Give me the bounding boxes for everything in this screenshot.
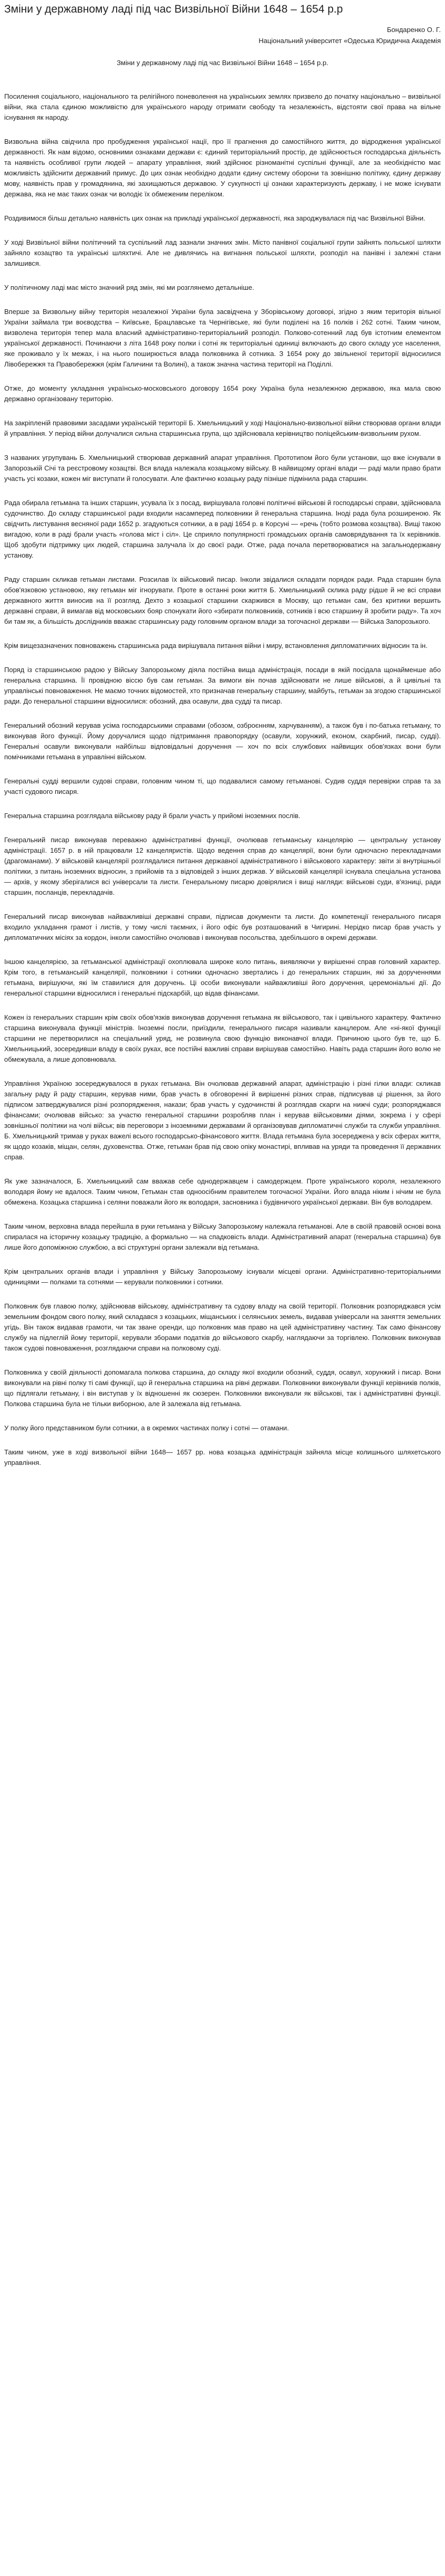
paragraph: Кожен із генеральних старшин крім своїх обов'язків виконував доручення гетьмана як військового, так і цивільного характеру. Фактично старшина виконувала функції міністрів. Іноземні посли, приїздили, генерального писаря називали канцлером. Але «ні-якої функції старшини не перетворилися на спеціальний уряд, не розвинула свою функцію виконавчої влади. Причиною цього був те, що Б. Хмельницький, зосередивши владу в своїх руках, все постійні важливі справи вирішував самостійно. Навіть рада старшин його волю не обмежувала, а лише доповнювала.: [4, 1013, 441, 1063]
paragraph: У полку його представником були сотники, а в окремих частинах полку і сотні — отамани.: [4, 1424, 289, 1432]
paragraph: З названих угрупувань Б. Хмельницький створював державний апарат управління. Прототипом його були установи, що вже існували в Запорозькій Січі та реєстровому козацтві. Вся влада належала козацькому війську. В найвищому органі влади — раді мали право брати участь усі козаки, кожен міг виступати й голосувати. Але фактично козацьку раду пізніше підмінила рада старшин.: [4, 454, 441, 483]
article-meta: [4, 24, 441, 46]
paragraph: Вперше за Визвольну війну територія незалежної України була засвідчена у Зборівському договорі, згідно з яким територія вільної України займала три воєводства – Київське, Брацлавське та Чернігівське, які були поділені на 16 полків і 262 сотні. Таким чином, визволена територія тепер мала власний адміністративно-територіальний розподіл. Полково-сотенний лад був істотним елементом української державності. Починаючи з літа 1648 року полки і сотні як територіальні одиниці включають до свого складу усе населення, яке проживало у їх межах, і на нього поширюється влада полковника й сотника. З 1654 року до звільненої території відносилися Лівобережжя та Правобережжя (крім Галичини та Волині), а також значна частина території на Поділлі.: [4, 308, 441, 368]
paragraph: Роздивимося більш детально наявність цих ознак на прикладі української державності, яка зароджувалася під час Визвільної Війни.: [4, 214, 426, 222]
article-title: Зміни у державному ладі під час Визвільної Війни 1648 – 1654 р.р: [4, 3, 343, 15]
paragraph: Полковник був главою полку, здійснював військову, адміністративну та судову владу на своїй території. Полковник розпоряджався усім земельним фондом свого полку, який складався з козацьких, міщанських і селянських земель, видавав універсали на заняття земельних угідь. Він також видавав грамоти, чи так зване оренди, що полковник мав право на цей адміністративну частину. Так само фінансову службу на підлеглій йому території, керували зборами податків до військового скарбу, наглядаючи за торгівлею. Полковник виконував також судові повноваження, розглядаючи справи на полковому суді.: [4, 1302, 441, 1352]
paragraph: У політичному ладі має місто значний ряд змін, які ми розглянемо детальніше.: [4, 284, 254, 291]
paragraph: У ході Визвільної війни політичний та суспільний лад зазнали значних змін. Місто панівної соціальної групи зайнять польської шляхти зайняло козацтво та українські шляхтичі. Але не дивлячись на вигнання польської шляхти, розподіл на панівні і залежні стани залишився.: [4, 238, 441, 267]
article-body: [4, 91, 441, 1468]
paragraph: Отже, до моменту укладання українсько-московського договору 1654 року Україна була незалежною державою, яка мала свою державно організовану територію.: [4, 384, 441, 403]
paragraph: Раду старшин скликав гетьман листами. Розсилав їх військовий писар. Інколи звідалися складати порядок ради. Рада старшин була обов'язковою установою, яку гетьман міг ігнорувати. Проте в останні роки життя Б. Хмельницький склика раду рідше й не всі справи державного життя виносив на її розгляд. Дехто з козацької старшини скаржився в Москву, що гетьман сам, без критики вершить державні справи, й вимагав від московських бояр спонукати його «збирати полковників, сотників і всю старшину й зробити раду». Та хоч би там як, а більшість дослідників вважає старшинську раду головним органом влади за тогочасної держави — Війська Запорозького.: [4, 575, 441, 625]
paragraph: Генеральний писар виконував найважливіші державні справи, підписав документи та листи. До компетенції генерального писаря входило укладання грамот і листів, у тому числі таємних, і його офіс був розташований в Чигирині. Нерідко писар брав участь у дипломатичних місіях за кордон, інколи самостійно очолював і виконував посольства, здебільшого в окремі держави.: [4, 913, 441, 941]
paragraph: Управління Україною зосереджувалося в руках гетьмана. Він очолював державний апарат, адміністрацію і різні гілки влади: скликав загальну раду й раду старшин, керував ними, брав участь в обговоренні й вирішенні різних справ, підписував ці рішення, за його підписом затверджувалися різні розпорядження, накази; брав участь у судочинстві й розглядав скарги на нижчі суди; розпоряджався фінансами; очолював військо: за участю генеральної старшини розробляв план і керував військовими діями, зокрема і у сфері зовнішньої політики на чолі військ; вів переговори з іноземними державами й організовував дипломатичні служби та служби управління. Б. Хмельницький тримав у руках важелі всього господарсько-фінансового життя. Влада гетьмана була зосереджена у всіх сферах життя, як щодо козаків, міщан, селян, духовенства. Отже, гетьман брав під свою опіку монастирі, впливав на уряди та проведення її державних справ.: [4, 1080, 441, 1161]
article-subtitle: Зміни у державному ладі під час Визвільної Війни 1648 – 1654 р.р.: [117, 59, 328, 67]
paragraph: Полковника у своїй діяльності допомагала полкова старшина, до складу якої входили обозний, суддя, осавул, хорунжий і писар. Вони виконували на рівні полку ті самі функції, що й генеральна старшина на рівні держави. Полковники виконували функції керівників полків, що підлягали гетьману, і він виступав у їх відношенні як сюзерен. Полковники виконували як військові, так і адміністративні функції. Полкова старшина була не тільки виборною, але й залежала від гетьмана.: [4, 1368, 441, 1408]
paragraph: Генеральні судді вершили судові справи, головним чином ті, що подавалися самому гетьманові. Судив суддя перевірки справ та за участі судового писаря.: [4, 777, 441, 795]
author-affiliation: Національний університет «Одеська Юридична Академія: [258, 37, 441, 45]
paragraph: Крім центральних органів влади і управління у Війську Запорозькому існували місцеві органи. Адміністративно-територіальними одиницями — полками та сотнями — керували полковники і сотники.: [4, 1268, 441, 1286]
author-name: Бондаренко О. Г.: [387, 26, 441, 34]
paragraph: Генеральна старшина розглядала військову раду й брали участь у прийомі іноземних послів.: [4, 812, 301, 820]
paragraph: Таким чином, верховна влада перейшла в руки гетьмана у Війську Запорозькому належала гетьманові. Але в своїй правовій основі вона спиралася на історичну козацьку традицію, а формально — на спадковість влади. Адміністративний апарат (генеральна старшина) був лише його допоміжною службою, а всі структурні органи залежали від гетьмана.: [4, 1222, 441, 1251]
paragraph: Іншою канцелярією, за гетьманської адміністрації охоплювала широке коло питань, виявляючи у вирішенні справ головний характер. Крім того, в гетьманській канцелярії, полковники і сотники одночасно звертались і до генеральних старшин, які за дорученнями гетьмана, вирішуючи, які їм ставилися для доручень. Ці особи виконували найважливіші його доручення, церемоніальні дії. До генеральної старшини відносилися і генеральні підскарбій, що відав фінансами.: [4, 958, 441, 997]
paragraph: Посилення соціального, національного та релігійного поневолення на українських землях призвело до початку національно – визвільної війни, яка стала єдиною можливістю для українського народу отримати свободу та незалежність, відстояти свої права на вільне існування як народу.: [4, 92, 441, 121]
paragraph: На закріпленій правовими засадами українській території Б. Хмельницький у ході Національно-визвольної війни створював органи влади й управління. У період війни долучалися сильна старшинська група, що здійснювала керівництво поліцейським-визвольним рухом.: [4, 419, 441, 437]
paragraph: Визвольна війна свідчила про пробудження української нації, про її прагнення до самостійного життя, до відродження української державності. Як нам відомо, основними ознаками держави є: єдиний територіальний простір, де здійснюється господарська діяльність та наявність особливої групи людей – апарату управління, який здійснює різноманітні суспільні функції, але за необхідністю має можливість здійснити державний примус. До цих ознак необхідно додати єдину систему оборони та зовнішню політику, єдину державу мову, наявність прав у громадянина, які захищаються державою. У сукупності ці ознаки характеризують державу, і не може існувати держава, яка не має таких ознак чи володіє їх обмеженим переліком.: [4, 138, 441, 198]
paragraph: Рада обирала гетьмана та інших старшин, усувала їх з посад, вирішувала головні політичні військові й господарські справи, здійснювала судочинство. До складу старшинської ради входили насамперед полковники й генеральна старшина. Іноді рада була розширеною. Як свідчить листування весняної ради 1652 р. згадуються сотники, а в раді 1654 р. в Корсуні — «речь (тобто розмова козацтва). Вищі такою вигадою, коли в раді брали участь «голова міст і сіл». Це сприяло популярності громадських органів самоврядування та їх керівників. Щоб здобути підтримку цих людей, старшина залучала їх до своєї ради. Отже, рада почала перетворюватися на загальнодержавну установу.: [4, 499, 441, 559]
paragraph: Генеральний писар виконував переважно адміністративні функції, очолював гетьманську канцелярію — центральну установу адміністрації. 1657 р. в ній працювали 12 канцеляристів. Щодо ведення справ до канцелярії, вони були одночасно перекладачами (драгоманами). У військовій канцелярії розглядалися питання державної адміністративного і військового характеру: звіти зі внутрішньої політики, з питань іноземних відносин, з прийомів та з відповідей з інших держав. У військовій канцелярії існувала спеціальна установа — архів, у якому зберігалися всі універсали та листи. Генеральному писарю довірялися і вищі нагляди: військові суди, в'язниці, ради старшин, посланців, перекладачів.: [4, 836, 441, 896]
paragraph: Як уже зазначалося, Б. Хмельницький сам вважав себе однодержавцем і самодержцем. Проте українського короля, незалежного володаря йому не вдалося. Таким чином, Гетьман став одноосібним правителем тогочасної України. Його влада ніким і нічим не була обмежена. Козацька старшина і селяни поважали його як володаря, засновника і будівничого української держави. Він був володарем.: [4, 1177, 441, 1206]
paragraph: Крім вищезазначених повноважень старшинська рада вирішувала питання війни і миру, встановлення дипломатичних відносин та ін.: [4, 642, 428, 650]
paragraph: Поряд із старшинською радою у Війську Запорозькому діяла постійна вища адміністрація, посади в якій посідала щонайменше або генеральна старшина. Її провідною віссю був сам гетьман. За вимоги він почав здійснювати не лише військові, а й цивільні та управлінські повноваження. Не маємо точних відомостей, хто призначав генеральну старшину, майбуть, гетьман за згодою старшинської ради. До генеральної старшини відносилися: обозний, два осавули, два судді та писар.: [4, 666, 441, 705]
paragraph: Генеральний обозний керував усіма господарськими справами (обозом, озброєнням, харчуванням), а також був і по-батька гетьману, то виконував його функції. Йому доручалися щодо підтримання правопорядку (осавули, хорунжий, економ, скарбний, писар, судді). Генеральні осавули виконували найбільш відповідальні доручення — хоч по всіх службових найвищих обов'язках вони були помічниками гетьмана в управлінні військом.: [4, 721, 441, 761]
paragraph: Таким чином, уже в ході визвольної війни 1648— 1657 рр. нова козацька адміністрація зайняла місце колишнього шляхетського управління.: [4, 1448, 441, 1467]
